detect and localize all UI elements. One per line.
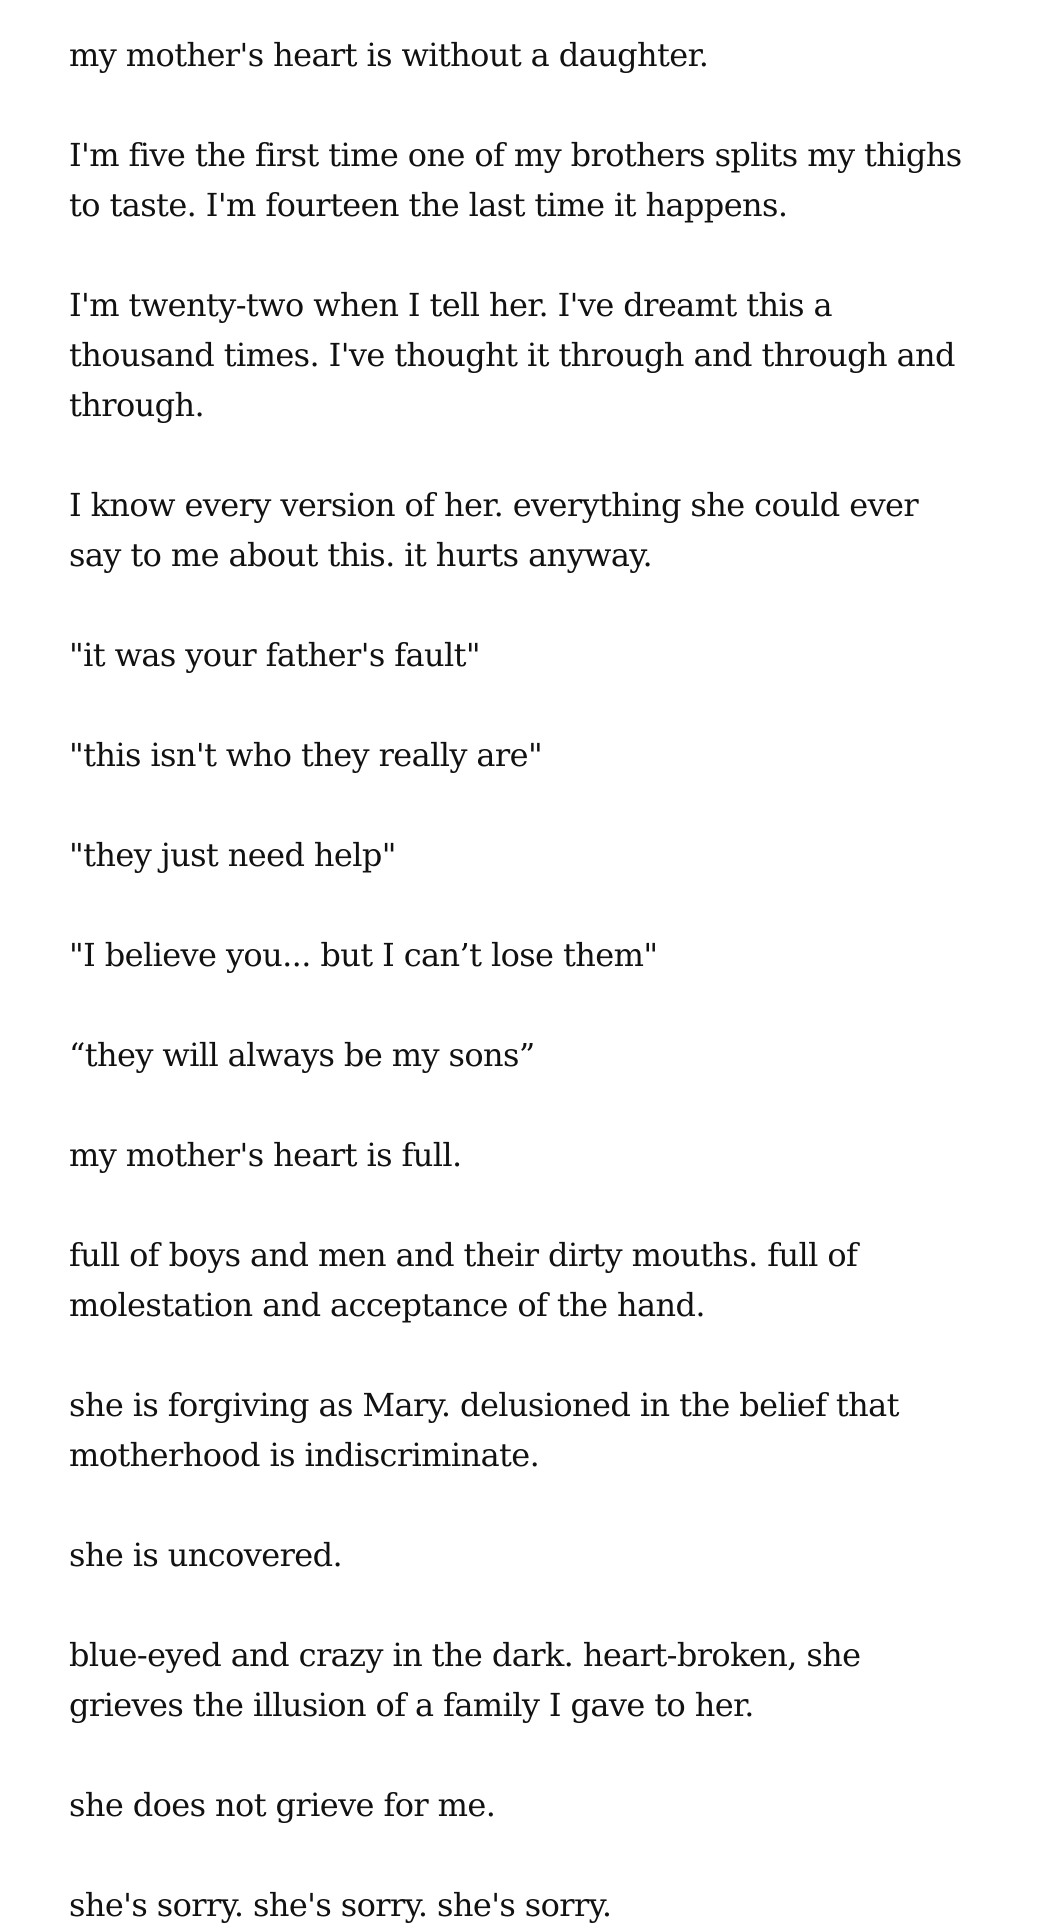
quote-line: “they will always be my sons” bbox=[69, 1036, 535, 1074]
paragraph: I know every version of her. everything she could ever say to me about this. it hurts anyway. bbox=[69, 486, 919, 574]
paragraph: she does not grieve for me. bbox=[69, 1786, 496, 1824]
quote-line: "I believe you... but I can’t lose them" bbox=[69, 936, 658, 974]
paragraph: my mother's heart is without a daughter. bbox=[69, 36, 709, 74]
quote-line: "this isn't who they really are" bbox=[69, 736, 543, 774]
paragraph: full of boys and men and their dirty mouths. full of molestation and acceptance of the hand. bbox=[69, 1236, 858, 1324]
paragraph: my mother's heart is full. bbox=[69, 1136, 462, 1174]
paragraph: blue-eyed and crazy in the dark. heart-broken, she grieves the illusion of a family I gave to her. bbox=[69, 1636, 861, 1724]
paragraph: she is uncovered. bbox=[69, 1536, 343, 1574]
paragraph: she's sorry. she's sorry. she's sorry. bbox=[69, 1886, 612, 1924]
paragraph: I'm twenty-two when I tell her. I've dreamt this a thousand times. I've thought it through and through and through. bbox=[69, 286, 955, 424]
quote-line: "they just need help" bbox=[69, 836, 396, 874]
quote-line: "it was your father's fault" bbox=[69, 636, 481, 674]
paragraph: she is forgiving as Mary. delusioned in the belief that motherhood is indiscriminate. bbox=[69, 1386, 899, 1474]
poem-body bbox=[69, 30, 969, 1930]
paragraph: I'm five the first time one of my brothers splits my thighs to taste. I'm fourteen the last time it happens. bbox=[69, 136, 962, 224]
